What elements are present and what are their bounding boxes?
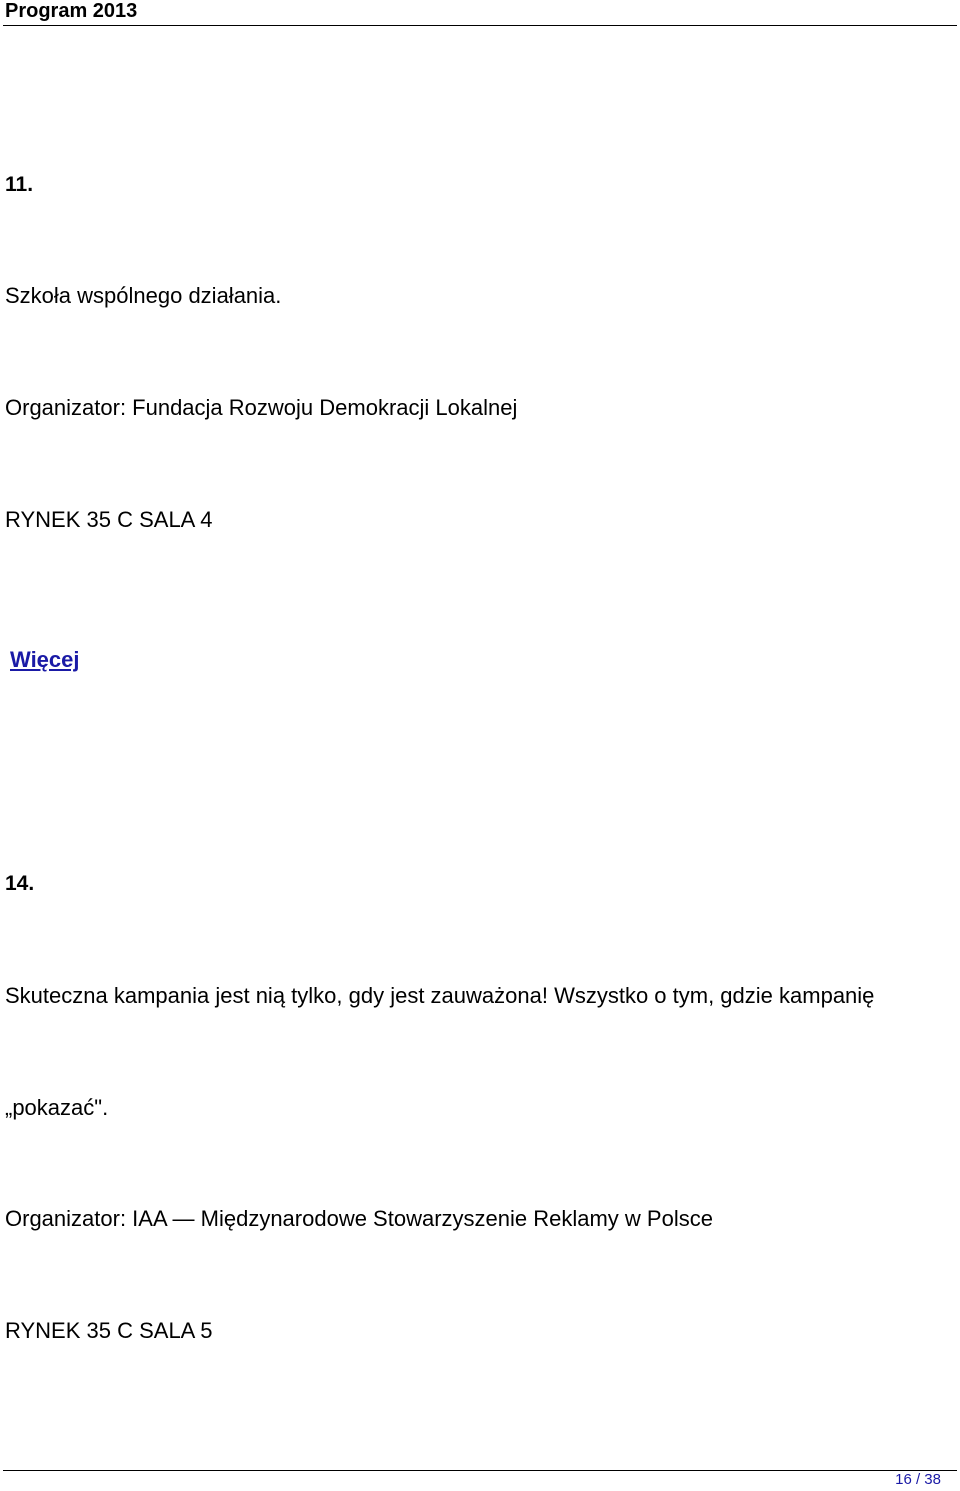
event-title-line1: Skuteczna kampania jest nią tylko, gdy jest zauważona! Wszystko o tym, gdzie kampanię [5, 983, 875, 1008]
page-title: Program 2013 [5, 0, 138, 22]
page-counter: 16 / 38 [895, 1471, 941, 1488]
event-location: RYNEK 35 C SALA 5 [5, 1318, 213, 1343]
event-number: 14. [5, 872, 35, 895]
more-link[interactable]: Więcej [10, 647, 80, 672]
footer-divider [3, 1470, 957, 1471]
header-divider [3, 25, 957, 26]
event-location: RYNEK 35 C SALA 4 [5, 507, 213, 532]
event-title-line2: „pokazać". [5, 1095, 109, 1120]
event-number: 11. [5, 173, 34, 196]
event-organizer: Organizator: Fundacja Rozwoju Demokracji Lokalnej [5, 395, 518, 420]
event-organizer: Organizator: IAA — Międzynarodowe Stowarzyszenie Reklamy w Polsce [5, 1206, 713, 1231]
event-title: Szkoła wspólnego działania. [5, 283, 282, 308]
